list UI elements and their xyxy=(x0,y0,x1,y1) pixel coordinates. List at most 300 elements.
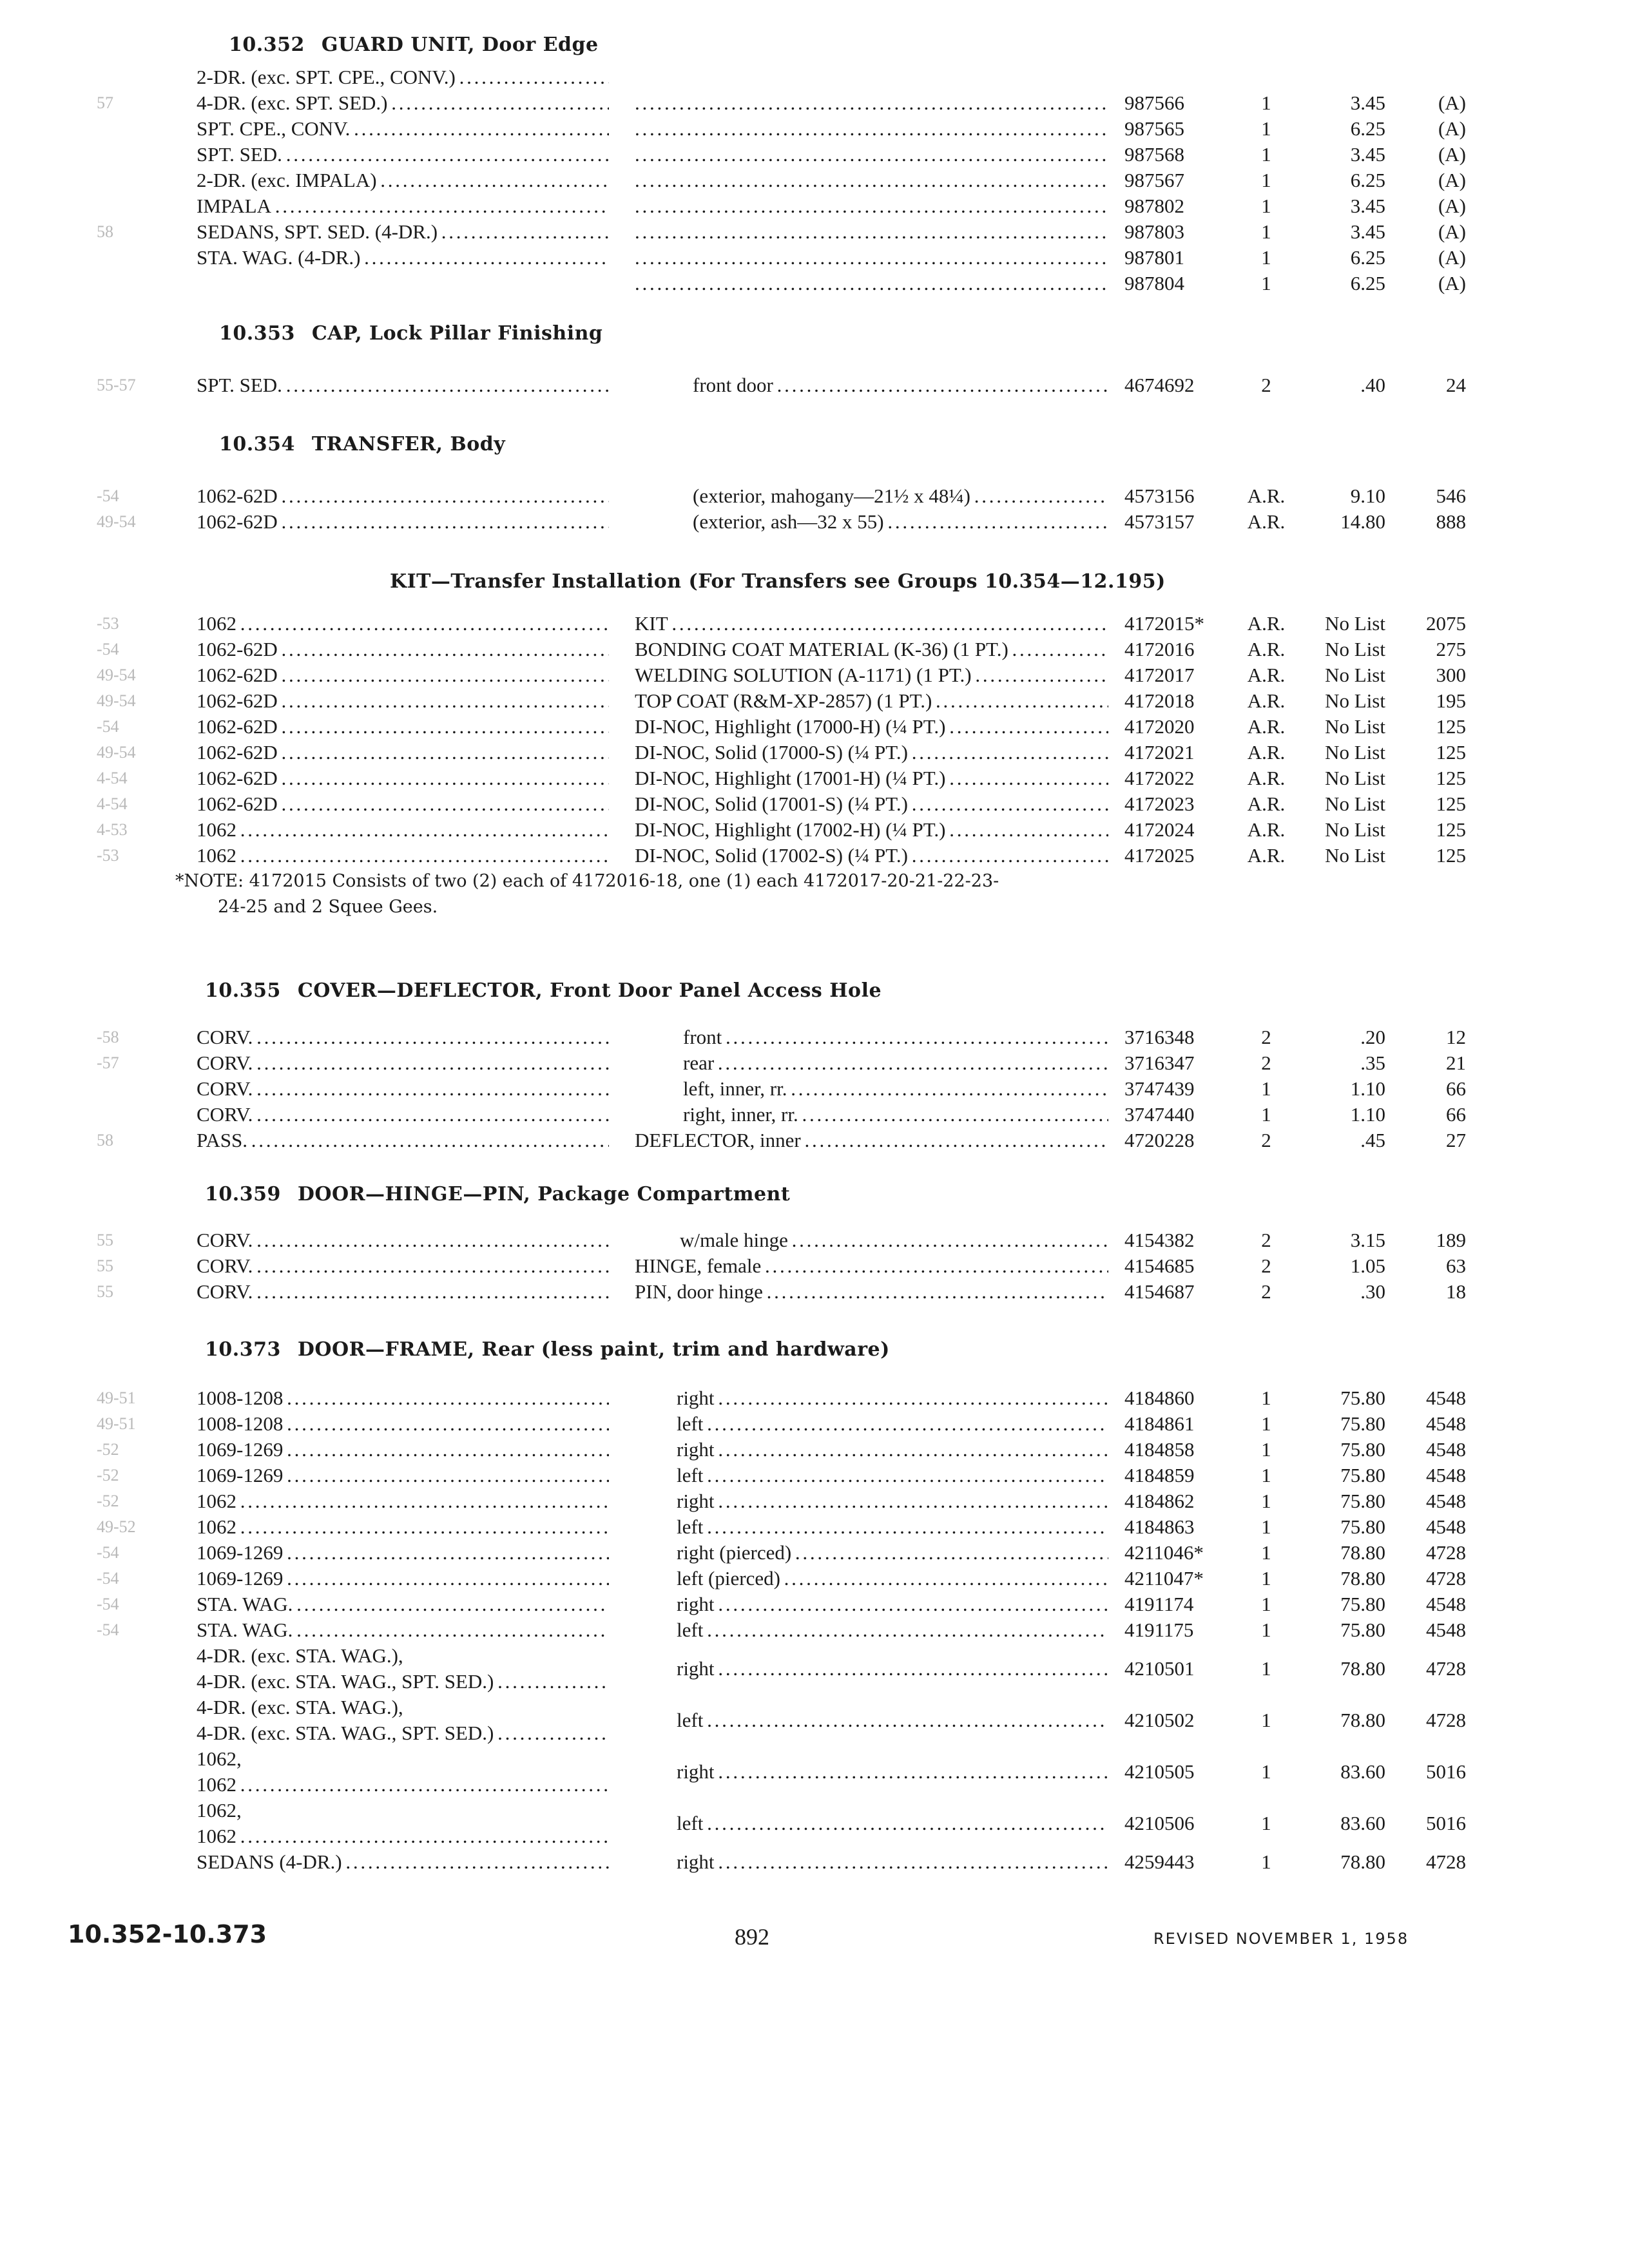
description-cell: HINGE, female . . . xyxy=(635,1253,1108,1279)
part-number: 987801 xyxy=(1124,246,1184,269)
description-cell: KIT . . . xyxy=(635,611,1108,637)
description-cell: right, inner, rr. . . . xyxy=(683,1102,1108,1128)
price-code: (A) xyxy=(1438,143,1466,166)
year-range: -54 xyxy=(97,1595,119,1613)
year-range: -52 xyxy=(97,1466,119,1485)
model-cell: SPT. SED. . . . xyxy=(197,142,609,168)
revision-date: REVISED NOVEMBER 1, 1958 xyxy=(1153,1930,1409,1948)
description-cell: right . . . xyxy=(677,1437,1108,1463)
section-number: 10.353 xyxy=(219,322,295,345)
model-cell: 4-DR. (exc. STA. WAG.), xyxy=(197,1644,403,1667)
part-number: 4172024 xyxy=(1124,818,1195,841)
model-cell: 1062 . . . xyxy=(197,611,609,637)
quantity: A.R. xyxy=(1247,715,1286,738)
quantity: 2 xyxy=(1261,1129,1271,1151)
model-cell: SEDANS (4-DR.) . . . xyxy=(197,1849,609,1875)
table-row xyxy=(0,611,1629,637)
quantity: 1 xyxy=(1261,1619,1271,1641)
list-price: .35 xyxy=(1360,1052,1385,1074)
table-row xyxy=(0,1411,1629,1437)
part-number: 4210502 xyxy=(1124,1709,1195,1731)
quantity: 2 xyxy=(1261,1052,1271,1074)
quantity: 1 xyxy=(1261,246,1271,269)
part-number: 4184861 xyxy=(1124,1412,1195,1435)
description-cell xyxy=(635,219,1108,245)
section-heading xyxy=(390,570,1166,593)
table-row xyxy=(0,1591,1629,1617)
quantity: 2 xyxy=(1261,1229,1271,1251)
description-cell: right . . . xyxy=(677,1656,1108,1682)
quantity: 1 xyxy=(1261,1438,1271,1461)
list-price: No List xyxy=(1325,664,1385,686)
year-range: -54 xyxy=(97,1620,119,1639)
table-row xyxy=(0,1540,1629,1566)
model-cell: CORV. . . . xyxy=(197,1102,609,1128)
table-row xyxy=(0,142,1629,168)
table-row xyxy=(0,509,1629,535)
page-number: 892 xyxy=(735,1924,769,1950)
list-price: 75.80 xyxy=(1340,1593,1385,1615)
year-range: -57 xyxy=(97,1053,119,1072)
year-range: 4-54 xyxy=(97,769,128,787)
description-cell xyxy=(635,168,1108,193)
quantity: 1 xyxy=(1261,1812,1271,1834)
table-row xyxy=(0,1253,1629,1279)
price-code: 125 xyxy=(1436,741,1466,764)
quantity: 1 xyxy=(1261,195,1271,217)
model-cell: 1069-1269 . . . xyxy=(197,1463,609,1488)
description-cell: TOP COAT (R&M-XP-2857) (1 PT.) . . . xyxy=(635,688,1108,714)
part-number: 4172020 xyxy=(1124,715,1195,738)
price-code: 4548 xyxy=(1426,1464,1466,1486)
price-code: 195 xyxy=(1436,689,1466,712)
year-range: 58 xyxy=(97,1131,113,1149)
list-price: No List xyxy=(1325,612,1385,635)
quantity: 1 xyxy=(1261,1541,1271,1564)
section-heading xyxy=(229,34,599,56)
model-cell: CORV. . . . xyxy=(197,1076,609,1102)
description-cell xyxy=(635,90,1108,116)
price-code: (A) xyxy=(1438,220,1466,243)
quantity: 1 xyxy=(1261,1709,1271,1731)
section-title: DOOR—FRAME, Rear (less paint, trim and hardware) xyxy=(297,1338,890,1361)
table-row xyxy=(0,1823,1629,1849)
section-number: 10.352 xyxy=(229,34,305,56)
part-number: 4172021 xyxy=(1124,741,1195,764)
model-cell: PASS. . . . xyxy=(197,1128,609,1153)
part-number: 4172022 xyxy=(1124,767,1195,789)
model-cell: 1008-1208 . . . xyxy=(197,1411,609,1437)
list-price: 78.80 xyxy=(1340,1850,1385,1873)
quantity: 1 xyxy=(1261,1760,1271,1783)
table-row xyxy=(0,219,1629,245)
description-cell: PIN, door hinge . . . xyxy=(635,1279,1108,1305)
year-range: 49-54 xyxy=(97,512,136,531)
price-code: (A) xyxy=(1438,246,1466,269)
model-cell: 1062-62D . . . xyxy=(197,637,609,662)
list-price: 75.80 xyxy=(1340,1387,1385,1409)
list-price: 75.80 xyxy=(1340,1438,1385,1461)
model-cell: 4-DR. (exc. SPT. SED.) . . . xyxy=(197,90,609,116)
part-number: 4184863 xyxy=(1124,1515,1195,1538)
model-cell: 1062 . . . xyxy=(197,1772,609,1798)
price-code: 189 xyxy=(1436,1229,1466,1251)
description-cell: BONDING COAT MATERIAL (K-36) (1 PT.) . . . xyxy=(635,637,1108,662)
table-row xyxy=(0,1102,1629,1128)
model-cell: 1069-1269 . . . xyxy=(197,1437,609,1463)
model-cell: CORV. . . . xyxy=(197,1279,609,1305)
year-range: -54 xyxy=(97,1543,119,1562)
table-row xyxy=(0,791,1629,817)
part-number: 4172016 xyxy=(1124,638,1195,660)
table-row xyxy=(0,1617,1629,1643)
price-code: 888 xyxy=(1436,510,1466,533)
table-row xyxy=(0,1643,1629,1680)
footer-range: 10.352-10.373 xyxy=(68,1920,267,1948)
list-price: 75.80 xyxy=(1340,1412,1385,1435)
quantity: A.R. xyxy=(1247,844,1286,867)
price-code: 21 xyxy=(1446,1052,1466,1074)
description-cell: right . . . xyxy=(677,1488,1108,1514)
table-row xyxy=(0,1488,1629,1514)
section-heading xyxy=(219,433,505,456)
quantity: A.R. xyxy=(1247,689,1286,712)
table-row xyxy=(0,245,1629,271)
list-price: 6.25 xyxy=(1350,272,1385,294)
quantity: 1 xyxy=(1261,1490,1271,1512)
table-row xyxy=(0,662,1629,688)
part-number: 4172023 xyxy=(1124,793,1195,815)
section-heading xyxy=(205,979,882,1002)
list-price: 78.80 xyxy=(1340,1567,1385,1590)
quantity: A.R. xyxy=(1247,510,1286,533)
year-range: 49-54 xyxy=(97,743,136,762)
year-range: -54 xyxy=(97,640,119,658)
table-row xyxy=(0,90,1629,116)
description-cell xyxy=(635,193,1108,219)
list-price: 14.80 xyxy=(1340,510,1385,533)
table-row xyxy=(0,1463,1629,1488)
description-cell: WELDING SOLUTION (A-1171) (1 PT.) . . . xyxy=(635,662,1108,688)
description-cell: right . . . xyxy=(677,1849,1108,1875)
model-cell: 1062 . . . xyxy=(197,1823,609,1849)
model-cell: 1062-62D . . . xyxy=(197,714,609,740)
price-code: 546 xyxy=(1436,485,1466,507)
part-number: 987568 xyxy=(1124,143,1184,166)
table-row xyxy=(0,1385,1629,1411)
list-price: 3.45 xyxy=(1350,143,1385,166)
model-cell: IMPALA . . . xyxy=(197,193,609,219)
quantity: 1 xyxy=(1261,1077,1271,1100)
quantity: A.R. xyxy=(1247,612,1286,635)
part-number: 4210505 xyxy=(1124,1760,1195,1783)
quantity: 1 xyxy=(1261,1103,1271,1126)
list-price: 78.80 xyxy=(1340,1709,1385,1731)
price-code: 4728 xyxy=(1426,1541,1466,1564)
part-number: 4172018 xyxy=(1124,689,1195,712)
price-code: 4548 xyxy=(1426,1619,1466,1641)
description-cell: right . . . xyxy=(677,1759,1108,1785)
part-number: 4211046* xyxy=(1124,1541,1204,1564)
price-code: (A) xyxy=(1438,169,1466,191)
table-row xyxy=(0,1050,1629,1076)
model-cell: 1062-62D . . . xyxy=(197,765,609,791)
quantity: A.R. xyxy=(1247,793,1286,815)
price-code: 4548 xyxy=(1426,1438,1466,1461)
price-code: 66 xyxy=(1446,1077,1466,1100)
description-cell xyxy=(635,245,1108,271)
list-price: .40 xyxy=(1360,374,1385,396)
description-cell: left . . . xyxy=(677,1411,1108,1437)
description-cell: right . . . xyxy=(677,1591,1108,1617)
list-price: 6.25 xyxy=(1350,246,1385,269)
list-price: 3.45 xyxy=(1350,91,1385,114)
table-row xyxy=(0,765,1629,791)
table-row xyxy=(0,1227,1629,1253)
description-cell: DEFLECTOR, inner . . . xyxy=(635,1128,1108,1153)
description-cell: right (pierced) . . . xyxy=(677,1540,1108,1566)
year-range: -53 xyxy=(97,614,119,633)
year-range: -52 xyxy=(97,1492,119,1510)
model-cell: 4-DR. (exc. STA. WAG., SPT. SED.) . . . xyxy=(197,1720,609,1746)
price-code: 4728 xyxy=(1426,1567,1466,1590)
quantity: 1 xyxy=(1261,169,1271,191)
price-code: 66 xyxy=(1446,1103,1466,1126)
table-row xyxy=(0,740,1629,765)
model-cell: 1062-62D . . . xyxy=(197,791,609,817)
year-range: 49-52 xyxy=(97,1517,136,1536)
year-range: -54 xyxy=(97,717,119,736)
price-code: 4548 xyxy=(1426,1412,1466,1435)
quantity: 1 xyxy=(1261,117,1271,140)
price-code: 4728 xyxy=(1426,1657,1466,1680)
part-number: 4184860 xyxy=(1124,1387,1195,1409)
part-number: 987804 xyxy=(1124,272,1184,294)
quantity: 1 xyxy=(1261,220,1271,243)
part-number: 4172017 xyxy=(1124,664,1195,686)
table-row xyxy=(0,1669,1629,1695)
table-row xyxy=(0,168,1629,193)
part-number: 4191175 xyxy=(1124,1619,1194,1641)
table-row xyxy=(0,1746,1629,1783)
part-number: 4172025 xyxy=(1124,844,1195,867)
description-cell: DI-NOC, Highlight (17000-H) (¼ PT.) . . . xyxy=(635,714,1108,740)
description-cell: front . . . xyxy=(683,1024,1108,1050)
price-code: (A) xyxy=(1438,117,1466,140)
list-price: 78.80 xyxy=(1340,1541,1385,1564)
quantity: A.R. xyxy=(1247,818,1286,841)
price-code: 125 xyxy=(1436,844,1466,867)
model-cell: 4-DR. (exc. STA. WAG., SPT. SED.) . . . xyxy=(197,1669,609,1695)
model-cell: 1062-62D . . . xyxy=(197,688,609,714)
model-cell: 1062-62D . . . xyxy=(197,740,609,765)
year-range: 49-51 xyxy=(97,1414,136,1433)
description-cell: left (pierced) . . . xyxy=(677,1566,1108,1591)
quantity: 1 xyxy=(1261,1464,1271,1486)
part-number: 4210501 xyxy=(1124,1657,1195,1680)
price-code: 4548 xyxy=(1426,1593,1466,1615)
description-cell: DI-NOC, Solid (17002-S) (¼ PT.) . . . xyxy=(635,843,1108,869)
part-number: 4259443 xyxy=(1124,1850,1195,1873)
year-range: 49-54 xyxy=(97,691,136,710)
year-range: 55 xyxy=(97,1282,113,1301)
table-row xyxy=(0,116,1629,142)
price-code: 2075 xyxy=(1426,612,1466,635)
model-cell: 1062 . . . xyxy=(197,1514,609,1540)
model-cell: 2-DR. (exc. SPT. CPE., CONV.) . . . xyxy=(197,64,609,90)
year-range: 4-54 xyxy=(97,794,128,813)
section-number: 10.354 xyxy=(219,433,295,456)
description-cell: (exterior, ash—32 x 55) . . . xyxy=(693,509,1108,535)
list-price: 3.45 xyxy=(1350,195,1385,217)
table-row xyxy=(0,1024,1629,1050)
year-range: -52 xyxy=(97,1440,119,1459)
quantity: 2 xyxy=(1261,1280,1271,1303)
table-row xyxy=(0,1695,1629,1731)
part-number: 4154687 xyxy=(1124,1280,1195,1303)
model-cell: 1062-62D . . . xyxy=(197,662,609,688)
part-number: 4172015* xyxy=(1124,612,1204,635)
quantity: A.R. xyxy=(1247,767,1286,789)
list-price: 1.10 xyxy=(1350,1103,1385,1126)
list-price: 3.15 xyxy=(1350,1229,1385,1251)
list-price: No List xyxy=(1325,715,1385,738)
model-cell: 1008-1208 . . . xyxy=(197,1385,609,1411)
year-range: 58 xyxy=(97,222,113,241)
section-title: COVER—DEFLECTOR, Front Door Panel Access Hole xyxy=(297,979,882,1002)
list-price: No List xyxy=(1325,689,1385,712)
table-row xyxy=(0,1076,1629,1102)
section-number: 10.355 xyxy=(205,979,281,1002)
section-title: GUARD UNIT, Door Edge xyxy=(321,34,599,56)
price-code: 27 xyxy=(1446,1129,1466,1151)
list-price: No List xyxy=(1325,638,1385,660)
table-row xyxy=(0,64,1629,90)
model-cell: STA. WAG. (4-DR.) . . . xyxy=(197,245,609,271)
price-code: (A) xyxy=(1438,272,1466,294)
quantity: 1 xyxy=(1261,1657,1271,1680)
list-price: 9.10 xyxy=(1350,485,1385,507)
year-range: 4-53 xyxy=(97,820,128,839)
table-row xyxy=(0,193,1629,219)
description-cell xyxy=(635,142,1108,168)
part-number: 4184859 xyxy=(1124,1464,1195,1486)
part-number: 3716347 xyxy=(1124,1052,1195,1074)
price-code: 4548 xyxy=(1426,1515,1466,1538)
description-cell: left . . . xyxy=(677,1811,1108,1836)
table-row xyxy=(0,1566,1629,1591)
model-cell: SPT. SED. . . . xyxy=(197,372,609,398)
list-price: 1.10 xyxy=(1350,1077,1385,1100)
price-code: (A) xyxy=(1438,195,1466,217)
year-range: -58 xyxy=(97,1028,119,1046)
table-row xyxy=(0,1720,1629,1746)
table-row xyxy=(0,843,1629,869)
part-number: 4720228 xyxy=(1124,1129,1195,1151)
section-number: 10.359 xyxy=(205,1183,281,1206)
section-heading xyxy=(205,1183,790,1206)
model-cell: 2-DR. (exc. IMPALA) . . . xyxy=(197,168,609,193)
year-range: -53 xyxy=(97,846,119,865)
list-price: No List xyxy=(1325,793,1385,815)
list-price: 75.80 xyxy=(1340,1619,1385,1641)
quantity: 1 xyxy=(1261,143,1271,166)
model-cell: CORV. . . . xyxy=(197,1050,609,1076)
list-price: 75.80 xyxy=(1340,1464,1385,1486)
description-cell: w/male hinge . . . xyxy=(680,1227,1108,1253)
model-cell: CORV. . . . xyxy=(197,1024,609,1050)
section-title: KIT—Transfer Installation (For Transfers see Groups 10.354—12.195) xyxy=(390,570,1166,593)
table-row xyxy=(0,1798,1629,1834)
price-code: 4548 xyxy=(1426,1387,1466,1409)
price-code: 125 xyxy=(1436,715,1466,738)
price-code: 4728 xyxy=(1426,1709,1466,1731)
list-price: No List xyxy=(1325,767,1385,789)
part-number: 3747439 xyxy=(1124,1077,1195,1100)
price-code: 125 xyxy=(1436,818,1466,841)
description-cell: DI-NOC, Highlight (17002-H) (¼ PT.) . . . xyxy=(635,817,1108,843)
quantity: 1 xyxy=(1261,1387,1271,1409)
model-cell: 1062 . . . xyxy=(197,843,609,869)
part-number: 987567 xyxy=(1124,169,1184,191)
table-row xyxy=(0,1279,1629,1305)
model-cell: 1062, xyxy=(197,1747,242,1770)
price-code: 24 xyxy=(1446,374,1466,396)
table-row xyxy=(0,1514,1629,1540)
quantity: A.R. xyxy=(1247,664,1286,686)
price-code: 125 xyxy=(1436,793,1466,815)
quantity: 1 xyxy=(1261,1412,1271,1435)
table-row xyxy=(0,372,1629,398)
table-row xyxy=(0,1772,1629,1798)
description-cell: left . . . xyxy=(677,1463,1108,1488)
list-price: 75.80 xyxy=(1340,1490,1385,1512)
year-range: 57 xyxy=(97,93,113,112)
list-price: 78.80 xyxy=(1340,1657,1385,1680)
quantity: 1 xyxy=(1261,1567,1271,1590)
description-cell: right . . . xyxy=(677,1385,1108,1411)
price-code: (A) xyxy=(1438,91,1466,114)
price-code: 5016 xyxy=(1426,1812,1466,1834)
list-price: 6.25 xyxy=(1350,169,1385,191)
part-number: 4210506 xyxy=(1124,1812,1195,1834)
description-cell: DI-NOC, Solid (17000-S) (¼ PT.) . . . xyxy=(635,740,1108,765)
price-code: 4548 xyxy=(1426,1490,1466,1512)
quantity: 1 xyxy=(1261,1593,1271,1615)
section-number: 10.373 xyxy=(205,1338,281,1361)
description-cell: rear . . . xyxy=(683,1050,1108,1076)
description-cell: front door . . . xyxy=(693,372,1108,398)
year-range: -54 xyxy=(97,1569,119,1588)
part-number: 4674692 xyxy=(1124,374,1195,396)
description-cell: DI-NOC, Highlight (17001-H) (¼ PT.) . . . xyxy=(635,765,1108,791)
section-heading xyxy=(219,322,602,345)
quantity: 2 xyxy=(1261,374,1271,396)
list-price: .20 xyxy=(1360,1026,1385,1048)
table-row xyxy=(0,1849,1629,1875)
part-number: 987803 xyxy=(1124,220,1184,243)
list-price: 1.05 xyxy=(1350,1254,1385,1277)
table-row xyxy=(0,1128,1629,1153)
quantity: 1 xyxy=(1261,91,1271,114)
table-row xyxy=(0,688,1629,714)
year-range: 55-57 xyxy=(97,376,136,394)
list-price: .45 xyxy=(1360,1129,1385,1151)
list-price: 6.25 xyxy=(1350,117,1385,140)
list-price: 83.60 xyxy=(1340,1760,1385,1783)
quantity: A.R. xyxy=(1247,485,1286,507)
table-row xyxy=(0,483,1629,509)
